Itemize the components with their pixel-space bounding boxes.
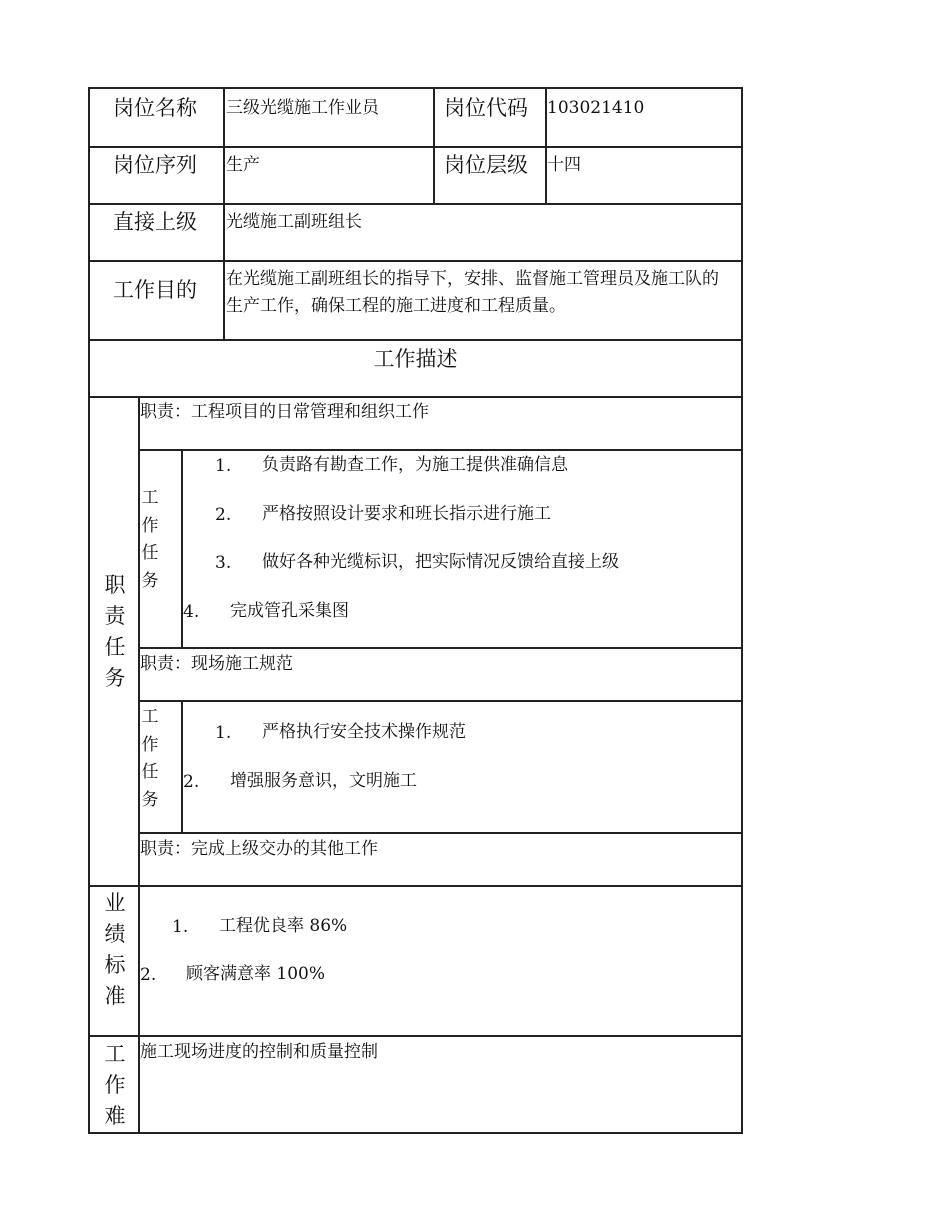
difficulty-label: 工作难 (104, 1042, 126, 1128)
grid-line (433, 87, 435, 205)
section-title: 工作描述 (373, 347, 458, 371)
difficulty-value: 施工现场进度的控制和质量控制 (140, 1042, 378, 1062)
task-number: 2. (183, 772, 200, 792)
grid-line (181, 700, 183, 834)
grid-line (88, 87, 743, 89)
sequence-label: 岗位序列 (113, 153, 197, 177)
grid-line (88, 396, 743, 398)
grid-line (88, 1132, 743, 1134)
task-label: 工作任务 (141, 488, 159, 591)
task-text: 严格执行安全技术操作规范 (262, 722, 466, 742)
duty-title: 职责：工程项目的日常管理和组织工作 (140, 402, 429, 422)
task-text: 负责路有勘查工作，为施工提供准确信息 (262, 455, 568, 475)
duty-title: 职责：现场施工规范 (140, 654, 293, 674)
task-number: 4. (183, 602, 200, 622)
grid-line (139, 647, 743, 649)
task-text: 完成管孔采集图 (230, 601, 349, 621)
task-number: 2. (215, 505, 232, 525)
grid-line (139, 700, 743, 702)
grid-line (88, 885, 743, 887)
task-number: 1. (215, 723, 232, 743)
position-name-label: 岗位名称 (113, 96, 197, 120)
grid-line (139, 832, 743, 834)
task-label: 工作任务 (141, 707, 159, 810)
grid-line (223, 87, 225, 341)
performance-text: 顾客满意率 100% (186, 964, 326, 984)
duty-title: 职责：完成上级交办的其他工作 (140, 839, 378, 859)
sequence-value: 生产 (226, 155, 260, 175)
grid-line (88, 203, 743, 205)
position-code-label: 岗位代码 (444, 96, 528, 120)
position-name-value: 三级光缆施工作业员 (226, 98, 379, 118)
task-number: 1. (215, 456, 232, 476)
task-text: 增强服务意识，文明施工 (230, 771, 417, 791)
duties-label: 职责任务 (104, 573, 126, 690)
performance-number: 1. (172, 917, 189, 937)
supervisor-value: 光缆施工副班组长 (226, 212, 362, 232)
level-label: 岗位层级 (444, 153, 528, 177)
grid-line (88, 260, 743, 262)
level-value: 十四 (547, 155, 581, 175)
task-text: 严格按照设计要求和班长指示进行施工 (262, 504, 551, 524)
grid-line (88, 339, 743, 341)
grid-line (741, 87, 743, 1134)
task-text: 做好各种光缆标识，把实际情况反馈给直接上级 (262, 552, 619, 572)
objective-label: 工作目的 (113, 278, 197, 302)
grid-line (88, 1035, 743, 1037)
performance-label: 业绩标准 (104, 891, 126, 1008)
grid-line (88, 146, 743, 148)
grid-line (139, 449, 743, 451)
objective-value: 在光缆施工副班组长的指导下，安排、监督施工管理员及施工队的生产工作，确保工程的施工进度和工程质量。 (226, 269, 719, 316)
grid-line (88, 87, 90, 1134)
position-code-value: 103021410 (547, 98, 645, 118)
task-number: 3. (215, 553, 232, 573)
performance-number: 2. (140, 965, 157, 985)
performance-text: 工程优良率 86% (219, 916, 348, 936)
supervisor-label: 直接上级 (113, 210, 197, 234)
